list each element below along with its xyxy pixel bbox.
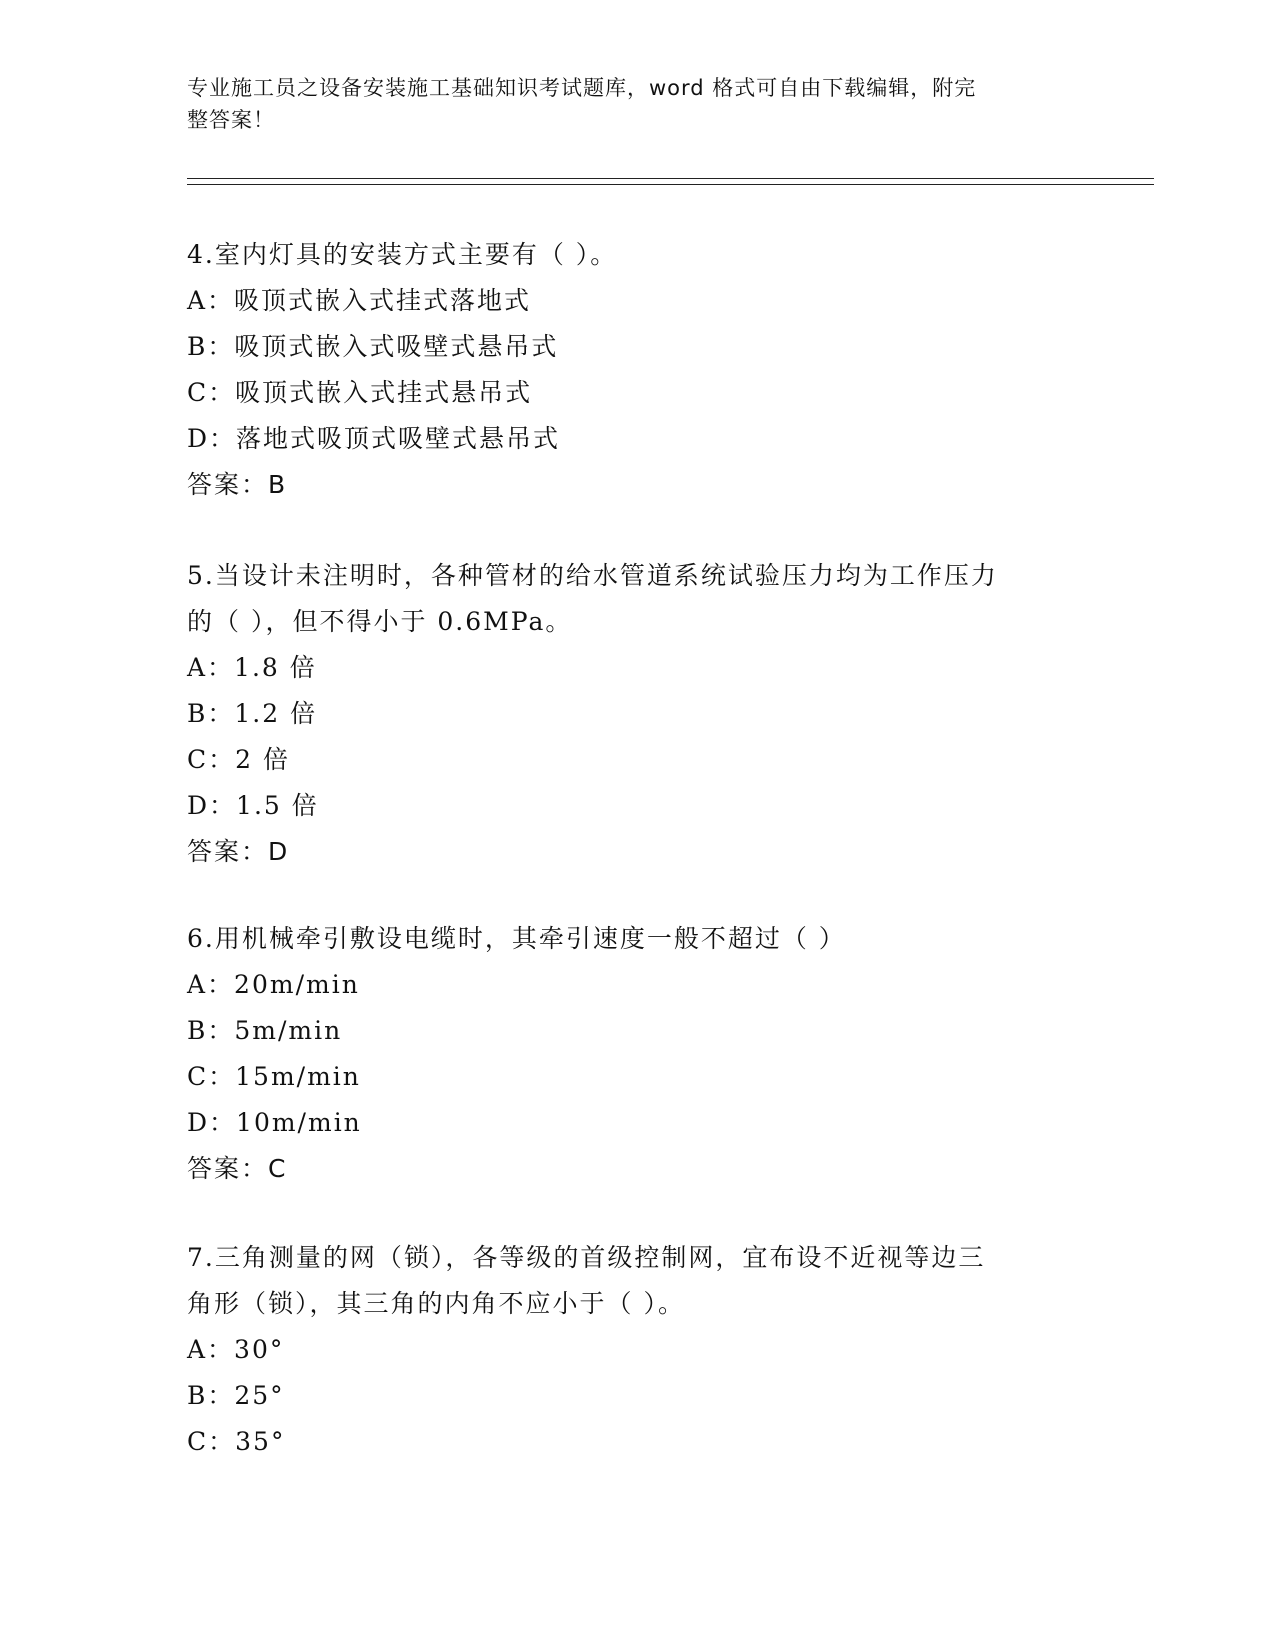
question-stem-continued: 的（ ），但不得小于 0.6MPa。 xyxy=(187,607,573,636)
question-5 xyxy=(187,553,1087,875)
header-line-2: 整答案！ xyxy=(187,108,275,132)
question-4 xyxy=(187,232,1087,508)
option-c: C：2 倍 xyxy=(187,745,290,774)
question-stem: 5.当设计未注明时，各种管材的给水管道系统试验压力均为工作压力 xyxy=(187,561,998,590)
option-a: A：吸顶式嵌入式挂式落地式 xyxy=(187,286,532,315)
option-d: D：10m/min xyxy=(187,1108,362,1137)
header-divider xyxy=(187,178,1154,185)
option-b: B：25° xyxy=(187,1381,285,1410)
question-stem: 6.用机械牵引敷设电缆时，其牵引速度一般不超过（ ） xyxy=(187,924,846,953)
question-6 xyxy=(187,916,1087,1192)
option-a: A：1.8 倍 xyxy=(187,653,317,682)
question-7 xyxy=(187,1235,1087,1465)
option-b: B：5m/min xyxy=(187,1016,343,1045)
question-stem-continued: 角形（锁），其三角的内角不应小于（ ）。 xyxy=(187,1289,685,1318)
question-stem: 4.室内灯具的安装方式主要有（ ）。 xyxy=(187,240,618,269)
question-stem: 7.三角测量的网（锁），各等级的首级控制网，宜布设不近视等边三 xyxy=(187,1243,986,1272)
option-c: C：15m/min xyxy=(187,1062,361,1091)
option-b: B：1.2 倍 xyxy=(187,699,318,728)
document-header xyxy=(187,72,1067,136)
option-a: A：30° xyxy=(187,1335,285,1364)
answer-line: 答案：D xyxy=(187,837,290,866)
answer-line: 答案：B xyxy=(187,470,288,499)
option-b: B：吸顶式嵌入式吸壁式悬吊式 xyxy=(187,332,559,361)
option-d: D：1.5 倍 xyxy=(187,791,319,820)
option-c: C：吸顶式嵌入式挂式悬吊式 xyxy=(187,378,533,407)
option-d: D：落地式吸顶式吸壁式悬吊式 xyxy=(187,424,561,453)
option-a: A：20m/min xyxy=(187,970,360,999)
answer-line: 答案：C xyxy=(187,1154,288,1183)
header-line-1: 专业施工员之设备安装施工基础知识考试题库，word 格式可自由下载编辑，附完 xyxy=(187,76,977,100)
option-c: C：35° xyxy=(187,1427,286,1456)
